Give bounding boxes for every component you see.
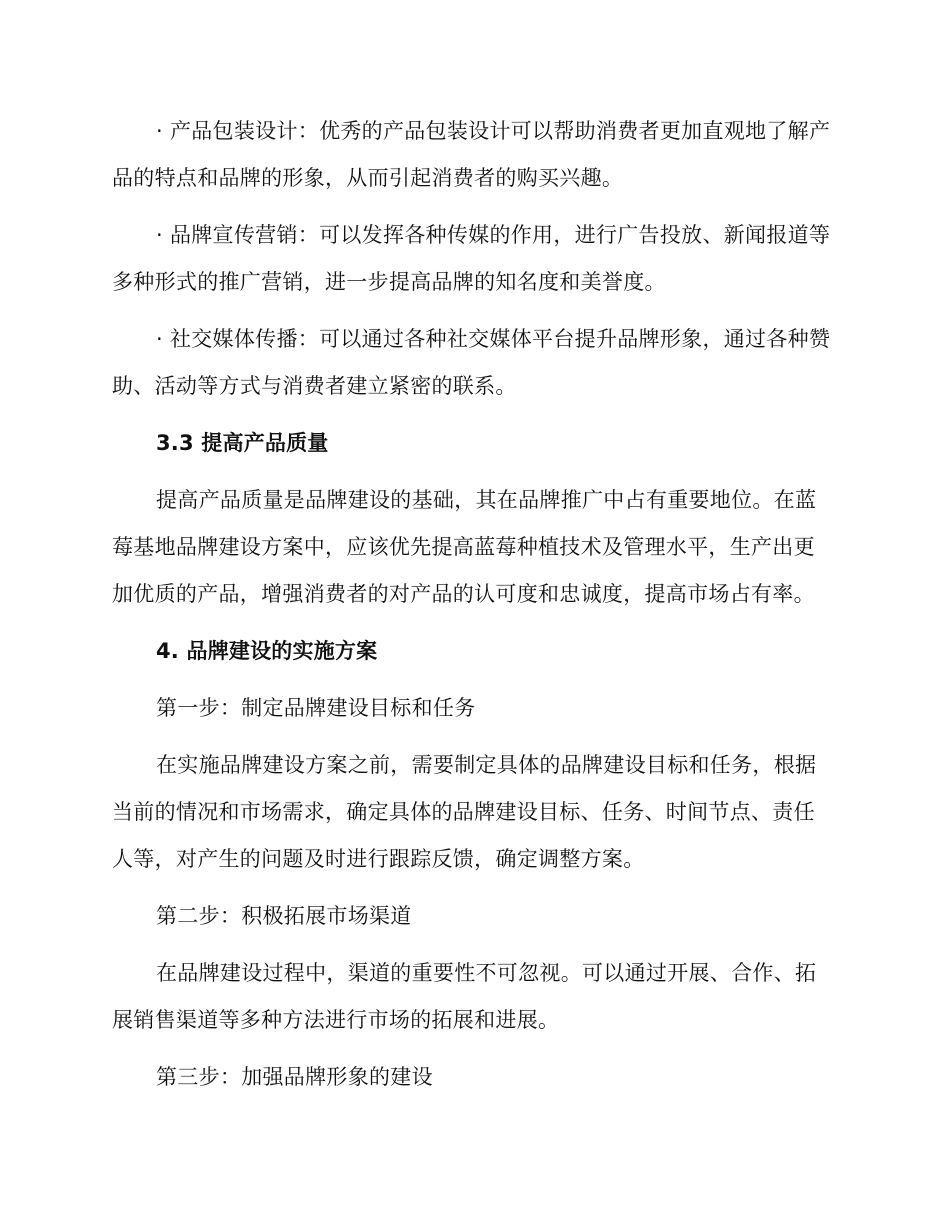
bullet-text: 可以通过各种社交媒体平台提升品牌形象，通过各种赞助、活动等方式与消费者建立紧密的联系。 [112,327,831,398]
bullet-social-media [112,316,832,410]
step-2-body: 在品牌建设过程中，渠道的重要性不可忽视。可以通过开展、合作、拓展销售渠道等多种方法进行市场的拓展和进展。 [112,961,817,1032]
bullet-brand-marketing [112,212,832,306]
step-1-body: 在实施品牌建设方案之前，需要制定具体的品牌建设目标和任务，根据当前的情况和市场需求，确定具体的品牌建设目标、任务、时间节点、责任人等，对产生的问题及时进行跟踪反馈，确定调整方案。 [112,753,817,871]
bullet-packaging-design [112,108,832,202]
bullet-label: · 产品包装设计： [156,119,320,143]
step-1-title: 第一步：制定品牌建设目标和任务 [156,696,476,720]
document-content [112,108,832,1111]
section-heading-3-3: 3.3 提高产品质量 [156,431,329,455]
bullet-label: · 品牌宣传营销： [156,223,320,247]
section-heading-4: 4. 品牌建设的实施方案 [156,639,378,663]
bullet-text: 可以发挥各种传媒的作用，进行广告投放、新闻报道等多种形式的推广营销，进一步提高品牌的知名度和美誉度。 [112,223,831,294]
step-3-title: 第三步：加强品牌形象的建设 [156,1065,433,1089]
step-2-title: 第二步：积极拓展市场渠道 [156,904,412,928]
bullet-label: · 社交媒体传播： [156,327,320,351]
section-3-3-body: 提高产品质量是品牌建设的基础，其在品牌推广中占有重要地位。在蓝莓基地品牌建设方案中，应该优先提高蓝莓种植技术及管理水平，生产出更加优质的产品，增强消费者的对产品的认可度和忠诚度，提高市场占有率。 [112,488,817,606]
bullet-text: 优秀的产品包装设计可以帮助消费者更加直观地了解产品的特点和品牌的形象，从而引起消费者的购买兴趣。 [112,119,831,190]
